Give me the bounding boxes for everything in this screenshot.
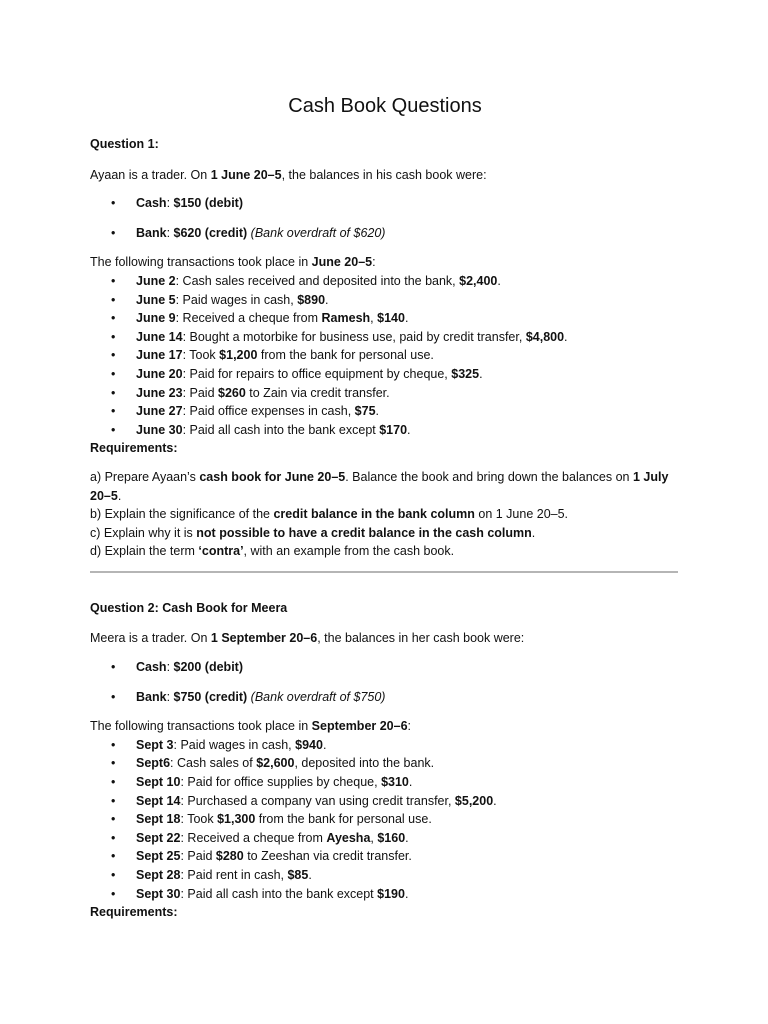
- balance-sep: :: [166, 196, 174, 211]
- intro-text: Meera is a trader. On: [90, 631, 211, 646]
- balance-value: $750 (credit): [173, 689, 248, 704]
- transaction-item: [90, 346, 680, 365]
- transaction-amount: $2,600: [256, 756, 295, 771]
- section-divider: [90, 571, 678, 573]
- transaction-amount: $310: [381, 775, 409, 790]
- transaction-date: June 2: [136, 273, 176, 288]
- transaction-item: [90, 885, 680, 904]
- transaction-amount: $1,200: [219, 348, 258, 363]
- requirement-item: [90, 505, 680, 524]
- balance-label: Cash: [136, 196, 167, 211]
- transaction-text: : Paid rent in cash,: [180, 868, 288, 882]
- transaction-amount: $940: [295, 737, 323, 752]
- transaction-text: : Cash sales of: [170, 756, 257, 771]
- transaction-text: from the bank for personal use.: [257, 348, 434, 363]
- requirement-emphasis: 1 July 20–5: [90, 469, 669, 503]
- transaction-date: Sept 25: [136, 849, 181, 864]
- transaction-date: Sept 10: [136, 775, 181, 790]
- transaction-text: : Paid: [180, 849, 216, 864]
- requirement-text: b) Explain the significance of the: [90, 507, 274, 522]
- requirement-text: .: [531, 525, 536, 540]
- transaction-text: : Received a cheque from: [175, 311, 322, 326]
- transaction-amount: $85: [287, 868, 309, 882]
- page-title: Cash Book Questions: [288, 95, 482, 117]
- question-heading: Question 2: Cash Book for Meera: [90, 600, 288, 615]
- transaction-text: .: [497, 273, 501, 288]
- balance-value: $620 (credit): [173, 225, 248, 240]
- balance-value: $150 (debit): [173, 196, 243, 211]
- transaction-date: June 20: [136, 366, 183, 381]
- balance-list: [90, 658, 680, 706]
- transaction-date: Sept 18: [136, 812, 181, 827]
- transaction-text: from the bank for personal use.: [255, 812, 432, 827]
- transaction-amount: $4,800: [525, 329, 565, 344]
- transaction-date: Sept 3: [136, 737, 174, 752]
- balance-value: $200 (debit): [173, 660, 243, 675]
- intro-text: The following transactions took place in: [90, 255, 312, 270]
- requirement-text: . Balance the book and bring down the balances on: [345, 469, 633, 484]
- question-1: [90, 135, 680, 561]
- transaction-amount: $280: [215, 849, 244, 864]
- transaction-text: to Zeeshan via credit transfer.: [243, 849, 412, 864]
- transaction-date: Sept 28: [136, 868, 181, 882]
- transaction-item: [90, 792, 680, 811]
- requirement-text: c) Explain why it is: [90, 525, 197, 540]
- intro-text: , the balances in her cash book were:: [317, 631, 525, 646]
- requirement-text: d) Explain the term: [90, 544, 199, 559]
- question-2: [90, 599, 680, 922]
- transaction-item: [90, 847, 680, 866]
- question-heading: Question 1:: [90, 137, 159, 151]
- requirements-list: [90, 468, 680, 561]
- intro-text: , the balances in his cash book were:: [281, 167, 487, 182]
- transaction-text: : Paid all cash into the bank except: [180, 886, 378, 901]
- transaction-text: ,: [370, 830, 378, 845]
- requirement-item: [90, 542, 680, 561]
- transaction-text: ,: [370, 311, 378, 326]
- transaction-item: [90, 309, 680, 328]
- transaction-list: [90, 272, 680, 439]
- transaction-date: Sept 14: [136, 793, 181, 808]
- question-intro: [90, 166, 680, 185]
- transaction-text: : Took: [180, 812, 218, 827]
- transaction-text: .: [564, 329, 568, 344]
- transaction-amount: $260: [218, 385, 246, 400]
- requirement-item: [90, 524, 680, 543]
- balance-sep: :: [166, 660, 174, 675]
- transaction-date: Sept 22: [136, 830, 181, 845]
- transaction-date: June 27: [136, 404, 183, 419]
- balance-sep: :: [166, 689, 174, 704]
- intro-date: 1 September 20–6: [210, 631, 318, 646]
- requirement-emphasis: cash book for June 20–5: [199, 469, 346, 484]
- transaction-item: [90, 810, 680, 829]
- intro-text: The following transactions took place in: [90, 719, 312, 734]
- transaction-text: : Purchased a company van using credit transfer,: [180, 793, 455, 808]
- transaction-text: .: [325, 292, 329, 307]
- transaction-item: [90, 829, 680, 848]
- transaction-text: .: [493, 793, 497, 808]
- transaction-text: : Paid: [182, 385, 218, 400]
- transaction-item: [90, 402, 680, 421]
- balance-label: Bank: [136, 689, 167, 704]
- transaction-date: June 9: [136, 311, 176, 326]
- intro-date: 1 June 20–5: [210, 167, 282, 182]
- transaction-text: : Paid office expenses in cash,: [182, 404, 355, 419]
- transaction-date: June 30: [136, 422, 183, 437]
- transaction-amount: $890: [297, 292, 326, 307]
- requirements-heading: Requirements:: [90, 905, 178, 920]
- intro-text: Ayaan is a trader. On: [90, 167, 211, 182]
- transaction-text: : Paid wages in cash,: [175, 292, 298, 307]
- transaction-amount: $325: [451, 366, 480, 381]
- transaction-text: .: [407, 422, 411, 437]
- transaction-item: [90, 328, 680, 347]
- transaction-item: [90, 754, 680, 773]
- transaction-amount: $1,300: [217, 812, 256, 827]
- intro-period: June 20–5: [311, 255, 373, 270]
- transaction-date: June 5: [136, 292, 176, 307]
- transaction-amount: $160: [377, 830, 406, 845]
- transaction-list: [90, 736, 680, 903]
- balance-sep: :: [166, 225, 174, 240]
- transaction-item: [90, 272, 680, 291]
- requirement-emphasis: not possible to have a credit balance in the cash column: [196, 525, 532, 540]
- transaction-item: [90, 866, 680, 885]
- balance-item: [90, 688, 680, 707]
- transaction-text: : Bought a motorbike for business use, paid by credit transfer,: [182, 329, 526, 344]
- balance-note: (Bank overdraft of $620): [247, 225, 386, 240]
- transaction-item: [90, 421, 680, 440]
- transaction-item: [90, 291, 680, 310]
- transaction-amount: $140: [377, 311, 405, 326]
- balance-item: [90, 658, 680, 677]
- transactions-intro: [90, 253, 680, 272]
- transaction-text: : Paid wages in cash,: [173, 737, 296, 752]
- requirement-text: a) Prepare Ayaan’s: [90, 469, 200, 484]
- balance-label: Cash: [136, 660, 167, 675]
- transactions-intro: [90, 717, 680, 736]
- requirement-item: [90, 468, 680, 505]
- balance-note: (Bank overdraft of $750): [247, 689, 386, 704]
- transaction-text: : Cash sales received and deposited into the bank,: [175, 273, 460, 288]
- transaction-item: [90, 384, 680, 403]
- requirement-text: , with an example from the cash book.: [243, 544, 455, 559]
- transaction-text: : Paid all cash into the bank except: [182, 422, 380, 437]
- transaction-date: Sept 30: [136, 886, 181, 901]
- document-page: [90, 92, 680, 932]
- transaction-text: .: [405, 830, 409, 845]
- transaction-date: Sept6: [136, 756, 171, 771]
- requirement-text: on 1 June 20–5.: [474, 507, 569, 522]
- transaction-item: [90, 365, 680, 384]
- balance-item: [90, 194, 680, 213]
- requirements-heading: Requirements:: [90, 441, 178, 456]
- intro-text: :: [372, 255, 376, 270]
- transaction-text: : Paid for office supplies by cheque,: [180, 775, 382, 790]
- transaction-item: [90, 736, 680, 755]
- transaction-amount: Ramesh: [321, 311, 371, 326]
- transaction-text: .: [375, 404, 380, 419]
- transaction-text: : Paid for repairs to office equipment by cheque,: [182, 366, 452, 381]
- requirement-text: .: [117, 488, 122, 503]
- transaction-date: June 23: [136, 385, 183, 400]
- transaction-date: June 17: [136, 348, 183, 363]
- transaction-amount: Ayesha: [326, 830, 371, 845]
- transaction-date: June 14: [136, 329, 183, 344]
- transaction-amount: $5,200: [454, 793, 494, 808]
- transaction-text: .: [408, 775, 413, 790]
- requirement-emphasis: credit balance in the bank column: [273, 507, 475, 522]
- transaction-text: to Zain via credit transfer.: [245, 385, 390, 400]
- question-intro: [90, 629, 680, 648]
- transaction-text: .: [404, 886, 409, 901]
- transaction-item: [90, 773, 680, 792]
- balance-item: [90, 224, 680, 243]
- transaction-amount: $190: [377, 886, 405, 901]
- transaction-text: : Received a cheque from: [180, 830, 327, 845]
- transaction-amount: $170: [379, 422, 408, 437]
- transaction-text: .: [308, 868, 312, 882]
- transaction-amount: $75: [354, 404, 376, 419]
- transaction-text: , deposited into the bank.: [294, 756, 435, 771]
- intro-text: :: [407, 719, 412, 734]
- intro-period: September 20–6: [311, 719, 408, 734]
- balance-list: [90, 194, 680, 242]
- transaction-text: .: [322, 737, 327, 752]
- transaction-text: : Took: [182, 348, 220, 363]
- transaction-amount: $2,400: [459, 273, 498, 288]
- balance-label: Bank: [136, 225, 167, 240]
- transaction-text: .: [404, 311, 409, 326]
- requirement-emphasis: ‘contra’: [198, 544, 244, 559]
- transaction-text: .: [479, 366, 483, 381]
